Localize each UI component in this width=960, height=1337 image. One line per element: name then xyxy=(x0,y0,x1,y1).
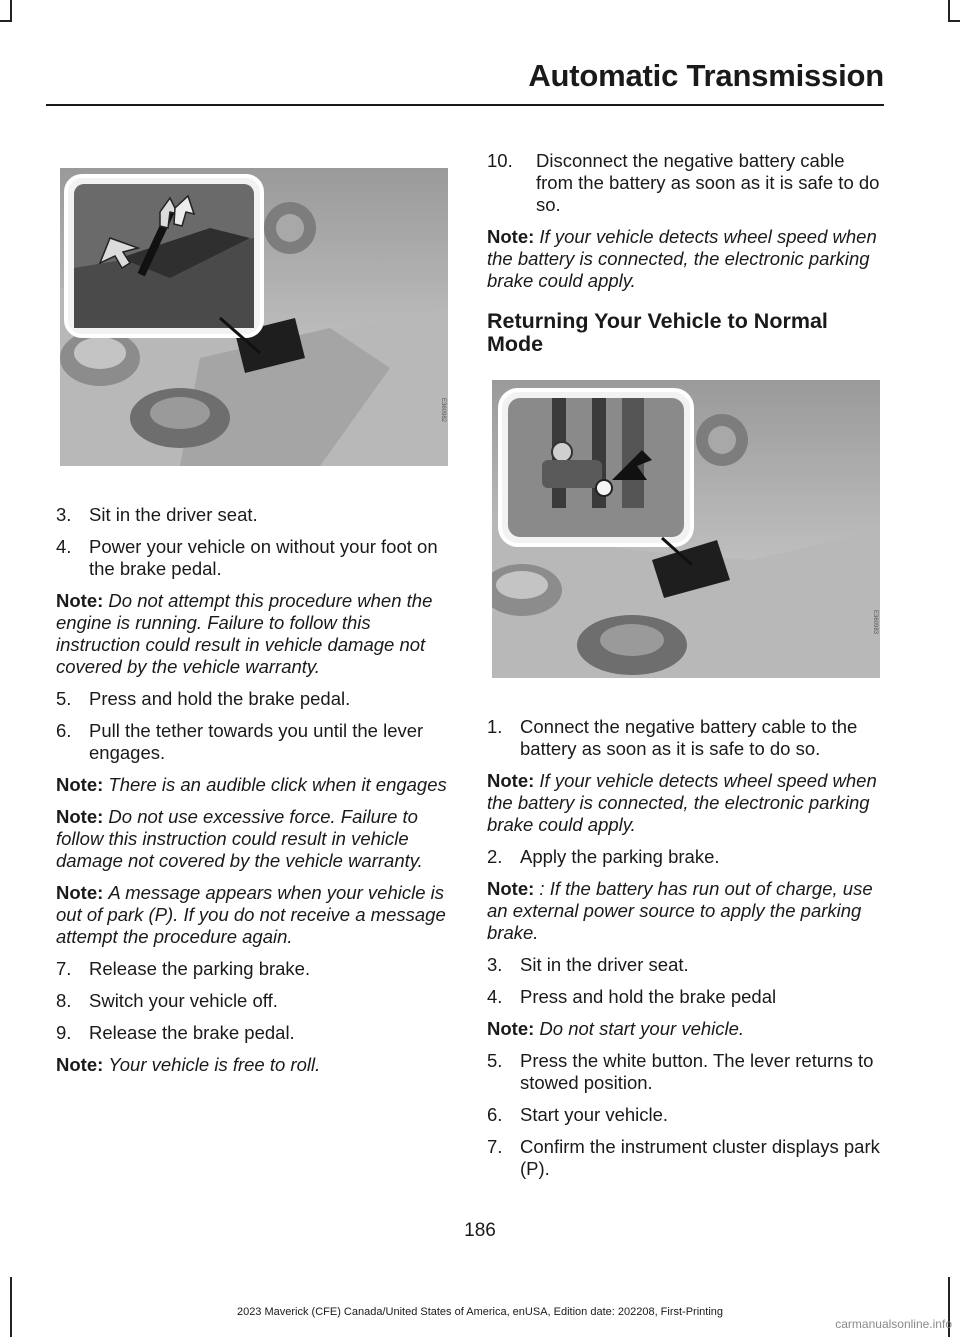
step-number: 5. xyxy=(487,1050,503,1071)
step-text: Press the white button. The lever returns to stowed position. xyxy=(520,1050,874,1093)
list-item xyxy=(56,1022,448,1044)
crop-mark xyxy=(948,20,960,22)
step-number: 8. xyxy=(56,990,72,1011)
edition-footer: 2023 Maverick (CFE) Canada/United States of America, enUSA, Edition date: 202208, First-Printing xyxy=(236,1306,724,1318)
note xyxy=(56,882,448,948)
step-text: Disconnect the negative battery cable from the battery as soon as it is safe to do so. xyxy=(536,150,880,215)
note-label: Note: xyxy=(487,1018,535,1039)
step-number: 7. xyxy=(487,1136,503,1157)
figure-release-button-illustration xyxy=(492,380,880,678)
step-text: Press and hold the brake pedal. xyxy=(89,688,351,709)
list-item xyxy=(56,958,448,980)
list-item xyxy=(487,954,882,976)
list-item xyxy=(56,536,448,580)
list-item xyxy=(487,986,882,1008)
step-number: 1. xyxy=(487,716,503,737)
list-item xyxy=(487,1136,882,1180)
note-label: Note: xyxy=(487,878,535,899)
step-text: Power your vehicle on without your foot on the brake pedal. xyxy=(89,536,438,579)
note-text: A message appears when your vehicle is out of park (P). If you do not receive a message attempt the procedure again. xyxy=(56,882,446,947)
step-number: 9. xyxy=(56,1022,72,1043)
right-column-top xyxy=(487,150,882,370)
crop-mark xyxy=(948,0,950,22)
list-item xyxy=(56,688,448,710)
step-text: Confirm the instrument cluster displays park (P). xyxy=(520,1136,880,1179)
step-number: 4. xyxy=(487,986,503,1007)
note xyxy=(56,1054,448,1076)
note-label: Note: xyxy=(56,806,104,827)
left-column xyxy=(56,504,448,1086)
step-number: 10. xyxy=(487,150,513,171)
step-text: Apply the parking brake. xyxy=(520,846,720,867)
step-number: 7. xyxy=(56,958,72,979)
list-item xyxy=(56,504,448,526)
step-number: 3. xyxy=(487,954,503,975)
note-label: Note: xyxy=(487,770,535,791)
header-rule xyxy=(46,104,884,106)
list-item xyxy=(487,1050,882,1094)
note-text: : If the battery has run out of charge, use an external power source to apply the parking brake. xyxy=(487,878,873,943)
note-label: Note: xyxy=(56,882,104,903)
step-number: 3. xyxy=(56,504,72,525)
step-number: 2. xyxy=(487,846,503,867)
crop-mark xyxy=(10,0,12,22)
note-text: There is an audible click when it engages xyxy=(108,774,447,795)
step-number: 6. xyxy=(487,1104,503,1125)
step-text: Pull the tether towards you until the lever engages. xyxy=(89,720,424,763)
note xyxy=(487,878,882,944)
page-number: 186 xyxy=(464,1220,496,1241)
list-item xyxy=(56,720,448,764)
note-text: Do not attempt this procedure when the engine is running. Failure to follow this instruction could result in vehicle damage not covered by the vehicle warranty. xyxy=(56,590,433,677)
step-text: Sit in the driver seat. xyxy=(89,504,258,525)
step-number: 4. xyxy=(56,536,72,557)
figure-tether-lever-illustration xyxy=(60,168,448,466)
note-text: Do not start your vehicle. xyxy=(539,1018,745,1039)
note-text: Do not use excessive force. Failure to follow this instruction could result in vehicle damage not covered by the vehicle warranty. xyxy=(56,806,423,871)
step-text: Start your vehicle. xyxy=(520,1104,669,1125)
note-label: Note: xyxy=(56,590,104,611)
figure-reference-code: E360982 xyxy=(440,398,446,423)
list-item xyxy=(487,150,882,216)
step-text: Release the brake pedal. xyxy=(89,1022,295,1043)
note xyxy=(56,590,448,678)
step-text: Release the parking brake. xyxy=(89,958,311,979)
step-text: Sit in the driver seat. xyxy=(520,954,689,975)
section-heading: Returning Your Vehicle to Normal Mode xyxy=(487,309,828,356)
figure-reference-code: E360983 xyxy=(872,610,878,635)
watermark: carmanualsonline.info xyxy=(835,1317,952,1331)
step-text: Press and hold the brake pedal xyxy=(520,986,777,1007)
note-label: Note: xyxy=(56,774,104,795)
page-title: Automatic Transmission xyxy=(528,58,884,93)
crop-mark xyxy=(0,20,12,22)
note xyxy=(487,1018,882,1040)
note xyxy=(56,774,448,796)
right-column-bottom xyxy=(487,716,882,1190)
step-number: 5. xyxy=(56,688,72,709)
note xyxy=(487,770,882,836)
note-text: If your vehicle detects wheel speed when the battery is connected, the electronic parking brake could apply. xyxy=(487,226,877,291)
step-text: Switch your vehicle off. xyxy=(89,990,278,1011)
list-item xyxy=(487,846,882,868)
note-text: If your vehicle detects wheel speed when the battery is connected, the electronic parking brake could apply. xyxy=(487,770,877,835)
list-item xyxy=(487,1104,882,1126)
figure-tether-lever xyxy=(60,168,448,466)
note xyxy=(487,226,882,292)
note-text: Your vehicle is free to roll. xyxy=(108,1054,321,1075)
note-label: Note: xyxy=(487,226,535,247)
list-item xyxy=(487,716,882,760)
step-number: 6. xyxy=(56,720,72,741)
note-label: Note: xyxy=(56,1054,104,1075)
list-item xyxy=(56,990,448,1012)
note xyxy=(56,806,448,872)
figure-release-button xyxy=(492,380,880,678)
step-text: Connect the negative battery cable to the battery as soon as it is safe to do so. xyxy=(520,716,858,759)
